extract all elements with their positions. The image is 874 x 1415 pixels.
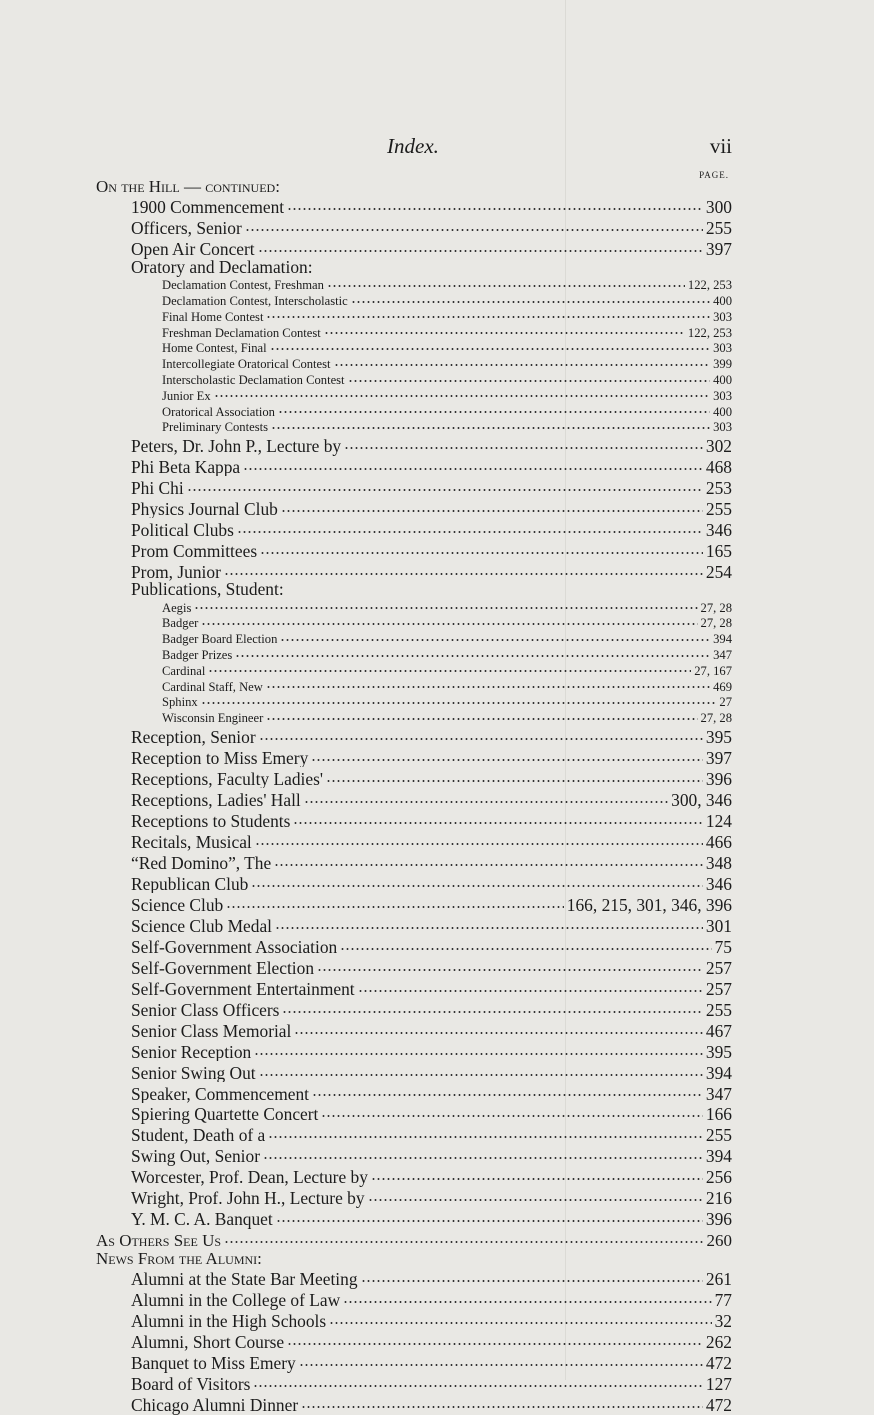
section-heading (96, 1229, 732, 1250)
entry-page-number: 27, 28 (700, 711, 732, 726)
entry-label: Aegis (162, 600, 192, 615)
index-entry (131, 977, 732, 998)
entry-label: Wright, Prof. John H., Lecture by (131, 1188, 365, 1209)
entry-page-number: 303 (713, 341, 732, 356)
entry-label: News From the Alumni: (96, 1250, 262, 1268)
entry-page-number: 394 (705, 1146, 732, 1167)
index-subentry (162, 356, 732, 372)
entry-label: Open Air Concert (131, 239, 255, 259)
entry-label: Prom, Junior (131, 561, 221, 582)
dot-leader (224, 1229, 703, 1246)
entry-label: Badger Board Election (162, 632, 278, 647)
dot-leader (312, 1082, 703, 1099)
entry-label: Badger (162, 616, 199, 631)
index-entry (131, 196, 732, 217)
index-entry (131, 518, 732, 539)
entry-page-number: 394 (713, 632, 732, 647)
entry-label: Cardinal Staff, New (162, 679, 263, 694)
dot-leader (287, 1331, 703, 1348)
index-entry (131, 1145, 732, 1166)
entry-label: Y. M. C. A. Banquet (131, 1209, 273, 1229)
entry-page-number: 27 (719, 695, 732, 710)
index-entry (131, 809, 732, 830)
entry-page-number: 166, 215, 301, 346, 396 (566, 894, 732, 915)
index-entry (131, 788, 732, 809)
entry-label: Senior Reception (131, 1041, 252, 1062)
entry-page-number: 468 (705, 456, 732, 477)
entry-page-number: 254 (705, 561, 732, 582)
entry-label: Science Club (131, 894, 224, 915)
entry-page-number: 122, 253 (687, 325, 732, 340)
dot-leader (266, 678, 710, 691)
entry-label: Senior Class Memorial (131, 1020, 292, 1041)
dot-leader (317, 956, 703, 973)
dot-leader (260, 539, 703, 556)
entry-page-number: 303 (713, 388, 732, 403)
entry-label: Receptions, Ladies' Hall (131, 789, 301, 810)
index-subentry (162, 710, 732, 726)
index-subentry (162, 694, 732, 710)
dot-leader (253, 1373, 703, 1390)
dot-leader (334, 356, 711, 369)
entry-label: Swing Out, Senior (131, 1146, 260, 1167)
entry-label: Alumni in the High Schools (131, 1311, 327, 1331)
index-subentry (162, 662, 732, 678)
index-entry (131, 998, 732, 1019)
dot-leader (268, 1124, 703, 1141)
dot-leader (294, 1019, 703, 1036)
index-subentry (162, 631, 732, 647)
dot-leader (324, 324, 685, 337)
dot-leader (340, 935, 711, 952)
entry-label: Self-Government Election (131, 957, 315, 978)
dot-leader (281, 497, 703, 514)
index-entry (131, 1082, 732, 1103)
entry-page-number: 400 (713, 372, 732, 387)
dot-leader (245, 217, 703, 234)
entry-page-number: 303 (713, 420, 732, 435)
dot-leader (280, 631, 710, 644)
entry-label: Junior Ex (162, 388, 211, 403)
page-header (0, 134, 874, 164)
dot-leader (304, 788, 668, 805)
entry-label: Intercollegiate Oratorical Contest (162, 357, 331, 372)
dot-leader (274, 851, 703, 868)
entry-label: Interscholastic Declamation Contest (162, 372, 345, 387)
entry-label: Preliminary Contests (162, 420, 268, 435)
entry-page-number: 472 (705, 1395, 732, 1415)
index-subentry (162, 599, 732, 615)
index-subentry (162, 678, 732, 694)
entry-page-number: 75 (714, 936, 732, 957)
index-entry (131, 1394, 732, 1415)
entry-label: As Others See Us (96, 1231, 222, 1250)
entry-label: Home Contest, Final (162, 341, 267, 356)
index-list (96, 178, 732, 1415)
dot-leader (326, 767, 703, 784)
entry-page-number: 466 (705, 831, 732, 852)
dot-leader (201, 615, 697, 628)
entry-label: On the Hill — continued: (96, 178, 280, 196)
section-heading (96, 1250, 732, 1268)
entry-label: Declamation Contest, Interscholastic (162, 293, 348, 308)
index-entry (131, 1019, 732, 1040)
entry-page-number: 255 (705, 999, 732, 1020)
index-entry (131, 1187, 732, 1208)
entry-label: Senior Swing Out (131, 1062, 256, 1083)
index-subentry (162, 371, 732, 387)
entry-label: 1900 Commencement (131, 197, 285, 217)
entry-label: “Red Domino”, The (131, 852, 272, 873)
dot-leader (299, 1352, 703, 1369)
entry-page-number: 346 (705, 873, 732, 894)
entry-page-number: 397 (705, 747, 732, 768)
index-entry (131, 851, 732, 872)
entry-label: Reception to Miss Emery (131, 747, 309, 768)
dot-leader (351, 292, 710, 305)
dot-leader (327, 277, 685, 290)
dot-leader (235, 646, 710, 659)
dot-leader (255, 830, 703, 847)
entry-label: Alumni at the State Bar Meeting (131, 1269, 358, 1289)
dot-leader (343, 1289, 711, 1306)
index-entry (131, 581, 732, 599)
index-entry (131, 1352, 732, 1373)
entry-label: Reception, Senior (131, 726, 256, 747)
dot-leader (243, 456, 703, 473)
dot-leader (237, 518, 703, 535)
entry-label: Senior Class Officers (131, 999, 280, 1020)
entry-page-number: 400 (713, 293, 732, 308)
dot-leader (276, 1208, 703, 1225)
entry-label: Receptions, Faculty Ladies' (131, 768, 323, 789)
entry-label: Political Clubs (131, 519, 234, 540)
entry-label: Student, Death of a (131, 1125, 266, 1146)
index-entry (131, 872, 732, 893)
entry-page-number: 395 (705, 726, 732, 747)
entry-page-number: 300, 346 (671, 789, 732, 810)
entry-page-number: 77 (714, 1290, 732, 1310)
entry-label: Chicago Alumni Dinner (131, 1395, 299, 1415)
entry-label: Declamation Contest, Freshman (162, 278, 324, 293)
index-entry (131, 725, 732, 746)
dot-leader (278, 403, 710, 416)
entry-page-number: 395 (705, 1041, 732, 1062)
index-subentry (162, 277, 732, 293)
entry-page-number: 400 (713, 404, 732, 419)
entry-page-number: 253 (705, 477, 732, 498)
entry-label: Banquet to Miss Emery (131, 1353, 296, 1373)
index-entry (131, 767, 732, 788)
dot-leader (258, 238, 703, 255)
entry-page-number: 257 (705, 978, 732, 999)
entry-label: Spiering Quartette Concert (131, 1104, 319, 1125)
index-entry (131, 560, 732, 581)
dot-leader (259, 1061, 703, 1078)
dot-leader (263, 1145, 703, 1162)
running-title: Index. (387, 134, 439, 158)
page-number: vii (709, 134, 732, 158)
dot-leader (301, 1394, 703, 1411)
dot-leader (311, 746, 703, 763)
index-entry (131, 435, 732, 456)
dot-leader (321, 1103, 703, 1120)
index-entry (131, 956, 732, 977)
entry-label: Final Home Contest (162, 309, 264, 324)
index-entry (131, 476, 732, 497)
entry-label: Oratorical Association (162, 404, 275, 419)
entry-page-number: 256 (705, 1167, 732, 1188)
entry-label: Receptions to Students (131, 810, 291, 831)
dot-leader (201, 694, 717, 707)
index-entry (131, 1268, 732, 1289)
entry-page-number: 216 (705, 1188, 732, 1209)
index-subentry (162, 387, 732, 403)
entry-label: Alumni in the College of Law (131, 1290, 341, 1310)
index-subentry (162, 646, 732, 662)
dot-leader (329, 1310, 711, 1327)
index-entry (131, 893, 732, 914)
dot-leader (271, 419, 710, 432)
entry-label: Republican Club (131, 873, 249, 894)
dot-leader (224, 560, 703, 577)
entry-page-number: 348 (705, 852, 732, 873)
entry-page-number: 301 (705, 915, 732, 936)
dot-leader (208, 662, 691, 675)
index-entry (131, 1373, 732, 1394)
dot-leader (282, 998, 702, 1015)
entry-label: Wisconsin Engineer (162, 711, 264, 726)
dot-leader (259, 725, 703, 742)
entry-label: Freshman Declamation Contest (162, 325, 321, 340)
index-entry (131, 746, 732, 767)
index-entry (131, 217, 732, 238)
index-entry (131, 830, 732, 851)
entry-label: Sphinx (162, 695, 198, 710)
page-column-label: PAGE. (699, 170, 729, 180)
dot-leader (254, 1040, 703, 1057)
dot-leader (251, 872, 703, 889)
dot-leader (194, 599, 697, 612)
entry-label: Self-Government Entertainment (131, 978, 355, 999)
index-entry (131, 456, 732, 477)
entry-page-number: 166 (705, 1104, 732, 1125)
dot-leader (348, 371, 711, 384)
entry-label: Oratory and Declamation: (131, 258, 313, 277)
index-entry (131, 1103, 732, 1124)
dot-leader (187, 476, 703, 493)
entry-page-number: 472 (705, 1353, 732, 1373)
entry-page-number: 32 (714, 1311, 732, 1331)
dot-leader (361, 1268, 703, 1285)
entry-page-number: 347 (705, 1083, 732, 1104)
entry-page-number: 467 (705, 1020, 732, 1041)
entry-label: Board of Visitors (131, 1374, 251, 1394)
index-entry (131, 1166, 732, 1187)
entry-label: Physics Journal Club (131, 498, 278, 519)
dot-leader (226, 893, 564, 910)
index-subentry (162, 419, 732, 435)
index-subentry (162, 615, 732, 631)
dot-leader (344, 435, 703, 452)
dot-leader (371, 1166, 703, 1183)
index-entry (131, 259, 732, 277)
entry-page-number: 255 (705, 1125, 732, 1146)
index-subentry (162, 292, 732, 308)
index-entry (131, 1061, 732, 1082)
index-entry (131, 1208, 732, 1229)
entry-page-number: 27, 167 (694, 663, 732, 678)
dot-leader (293, 809, 703, 826)
dot-leader (368, 1187, 703, 1204)
entry-label: Alumni, Short Course (131, 1332, 285, 1352)
index-entry (131, 238, 732, 259)
index-subentry (162, 403, 732, 419)
index-entry (131, 497, 732, 518)
entry-label: Peters, Dr. John P., Lecture by (131, 435, 342, 456)
section-heading (96, 178, 732, 196)
entry-page-number: 124 (705, 810, 732, 831)
dot-leader (358, 977, 703, 994)
entry-label: Officers, Senior (131, 218, 242, 238)
entry-page-number: 300 (705, 197, 732, 217)
entry-label: Science Club Medal (131, 915, 273, 936)
index-entry (131, 539, 732, 560)
entry-page-number: 397 (705, 239, 732, 259)
dot-leader (214, 387, 710, 400)
entry-page-number: 27, 28 (700, 616, 732, 631)
index-entry (131, 1124, 732, 1145)
entry-page-number: 255 (705, 498, 732, 519)
entry-label: Recitals, Musical (131, 831, 252, 852)
entry-page-number: 303 (713, 309, 732, 324)
entry-page-number: 261 (705, 1269, 732, 1289)
entry-page-number: 122, 253 (687, 278, 732, 293)
index-subentry (162, 308, 732, 324)
entry-page-number: 347 (713, 647, 732, 662)
dot-leader (275, 914, 703, 931)
entry-page-number: 257 (705, 957, 732, 978)
entry-page-number: 469 (713, 679, 732, 694)
entry-label: Speaker, Commencement (131, 1083, 309, 1104)
entry-label: Worcester, Prof. Dean, Lecture by (131, 1167, 368, 1188)
entry-page-number: 302 (705, 435, 732, 456)
entry-page-number: 399 (713, 357, 732, 372)
entry-page-number: 396 (705, 1209, 732, 1229)
index-entry (131, 1289, 732, 1310)
entry-label: Self-Government Association (131, 936, 338, 957)
dot-leader (266, 710, 697, 723)
entry-label: Publications, Student: (131, 581, 284, 599)
index-subentry (162, 324, 732, 340)
entry-label: Prom Committees (131, 540, 258, 561)
entry-page-number: 346 (705, 519, 732, 540)
entry-label: Cardinal (162, 663, 206, 678)
entry-page-number: 394 (705, 1062, 732, 1083)
entry-page-number: 165 (705, 540, 732, 561)
entry-page-number: 260 (706, 1231, 732, 1250)
index-entry (131, 935, 732, 956)
entry-page-number: 262 (705, 1332, 732, 1352)
dot-leader (266, 308, 710, 321)
entry-page-number: 255 (705, 218, 732, 238)
entry-page-number: 127 (705, 1374, 732, 1394)
entry-page-number: 27, 28 (700, 600, 732, 615)
entry-label: Phi Chi (131, 477, 184, 498)
index-entry (131, 1310, 732, 1331)
entry-label: Phi Beta Kappa (131, 456, 241, 477)
dot-leader (287, 196, 703, 213)
entry-page-number: 396 (705, 768, 732, 789)
index-entry (131, 1040, 732, 1061)
index-entry (131, 914, 732, 935)
index-entry (131, 1331, 732, 1352)
index-subentry (162, 340, 732, 356)
entry-label: Badger Prizes (162, 647, 233, 662)
dot-leader (270, 340, 711, 353)
